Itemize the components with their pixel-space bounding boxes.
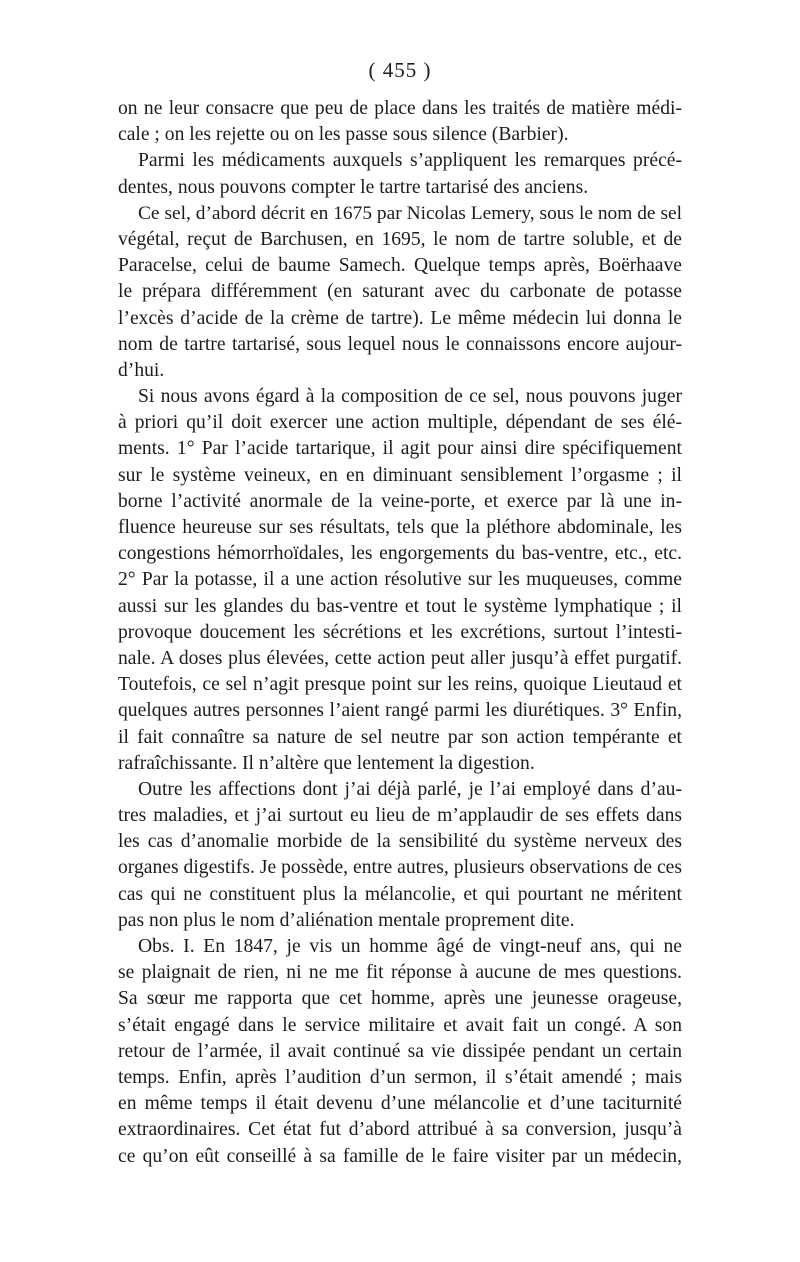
text-line: l’excès d’acide de la crème de tartre). Le même médecin lui donna le — [118, 307, 682, 329]
text-line: rafraîchissante. Il n’altère que lentement la digestion. — [118, 752, 535, 774]
page-number: ( 455 ) — [368, 58, 432, 82]
text-line: à priori qu’il doit exercer une action multiple, dépendant de ses élé- — [118, 412, 682, 434]
text-line: nom de tartre tartarisé, sous lequel nous le connaissons encore aujour- — [118, 333, 682, 355]
text-line: organes digestifs. Je possède, entre autres, plusieurs observations de ces — [118, 857, 682, 879]
text-line: Ce sel, d’abord décrit en 1675 par Nicolas Lemery, sous le nom de sel — [138, 202, 682, 224]
text-line: Si nous avons égard à la composition de ce sel, nous pouvons juger — [138, 386, 682, 408]
text-line: Paracelse, celui de baume Samech. Quelque temps après, Boërhaave — [118, 255, 682, 277]
text-line: fluence heureuse sur ses résultats, tels que la pléthore abdominale, les — [118, 517, 682, 538]
text-line: retour de l’armée, il avait continué sa vie dissipée pendant un certain — [118, 1040, 682, 1062]
text-line: on ne leur consacre que peu de place dans les traités de matière médi- — [118, 98, 682, 119]
text-line: borne l’activité anormale de la veine-porte, et exerce par là une in- — [118, 490, 682, 512]
text-line: temps. Enfin, après l’audition d’un sermon, il s’était amendé ; mais — [118, 1066, 682, 1088]
text-line: s’était engagé dans le service militaire et avait fait un congé. A son — [118, 1014, 682, 1036]
text-line: d’hui. — [118, 359, 165, 381]
text-line: ce qu’on eût conseillé à sa famille de le faire visiter par un médecin, — [118, 1145, 682, 1167]
text-line: cale ; on les rejette ou on les passe sous silence (Barbier). — [118, 124, 569, 146]
text-line: congestions hémorrhoïdales, les engorgements du bas-ventre, etc., etc. — [118, 543, 682, 565]
text-line: nale. A doses plus élevées, cette action peut aller jusqu’à effet purgatif. — [118, 647, 682, 669]
text-line: Obs. I. En 1847, je vis un homme âgé de vingt-neuf ans, qui ne — [138, 936, 682, 957]
text-line: végétal, reçut de Barchusen, en 1695, le nom de tartre soluble, et de — [118, 228, 682, 250]
text-line: ments. 1° Par l’acide tartarique, il agit pour ainsi dire spécifiquement — [118, 438, 682, 460]
text-line: Sa sœur me rapporta que cet homme, après une jeunesse orageuse, — [118, 988, 682, 1010]
body-text — [118, 96, 682, 1170]
text-line: extraordinaires. Cet état fut d’abord attribué à sa conversion, jusqu’à — [118, 1119, 682, 1141]
text-line: cas qui ne constituent plus la mélancolie, et qui pourtant ne méritent — [118, 883, 682, 905]
text-line: quelques autres personnes l’aient rangé parmi les diurétiques. 3° Enfin, — [118, 700, 682, 722]
text-line: tres maladies, et j’ai surtout eu lieu de m’applaudir de ses effets dans — [118, 805, 682, 827]
text-line: Parmi les médicaments auxquels s’appliquent les remarques précé- — [138, 150, 682, 172]
text-line: sur le système veineux, en en diminuant sensiblement l’orgasme ; il — [118, 464, 682, 486]
text-line: pas non plus le nom d’aliénation mentale proprement dite. — [118, 909, 575, 931]
text-line: les cas d’anomalie morbide de la sensibilité du système nerveux des — [118, 831, 682, 853]
text-line: 2° Par la potasse, il a une action résolutive sur les muqueuses, comme — [118, 569, 682, 591]
text-line: aussi sur les glandes du bas-ventre et tout le système lymphatique ; il — [118, 595, 682, 617]
text-line: il fait connaître sa nature de sel neutre par son action tempérante et — [118, 726, 682, 748]
text-line: en même temps il était devenu d’une mélancolie et d’une taciturnité — [118, 1093, 682, 1115]
text-line: le prépara différemment (en saturant avec du carbonate de potasse — [118, 281, 682, 303]
text-line: Toutefois, ce sel n’agit presque point sur les reins, quoique Lieutaud et — [118, 674, 682, 696]
text-line: provoque doucement les sécrétions et les excrétions, surtout l’intesti- — [118, 621, 682, 643]
text-line: dentes, nous pouvons compter le tartre tartarisé des anciens. — [118, 176, 589, 198]
text-line: Outre les affections dont j’ai déjà parlé, je l’ai employé dans d’au- — [138, 778, 682, 800]
text-line: se plaignait de rien, ni ne me fit réponse à aucune de mes questions. — [118, 962, 682, 984]
